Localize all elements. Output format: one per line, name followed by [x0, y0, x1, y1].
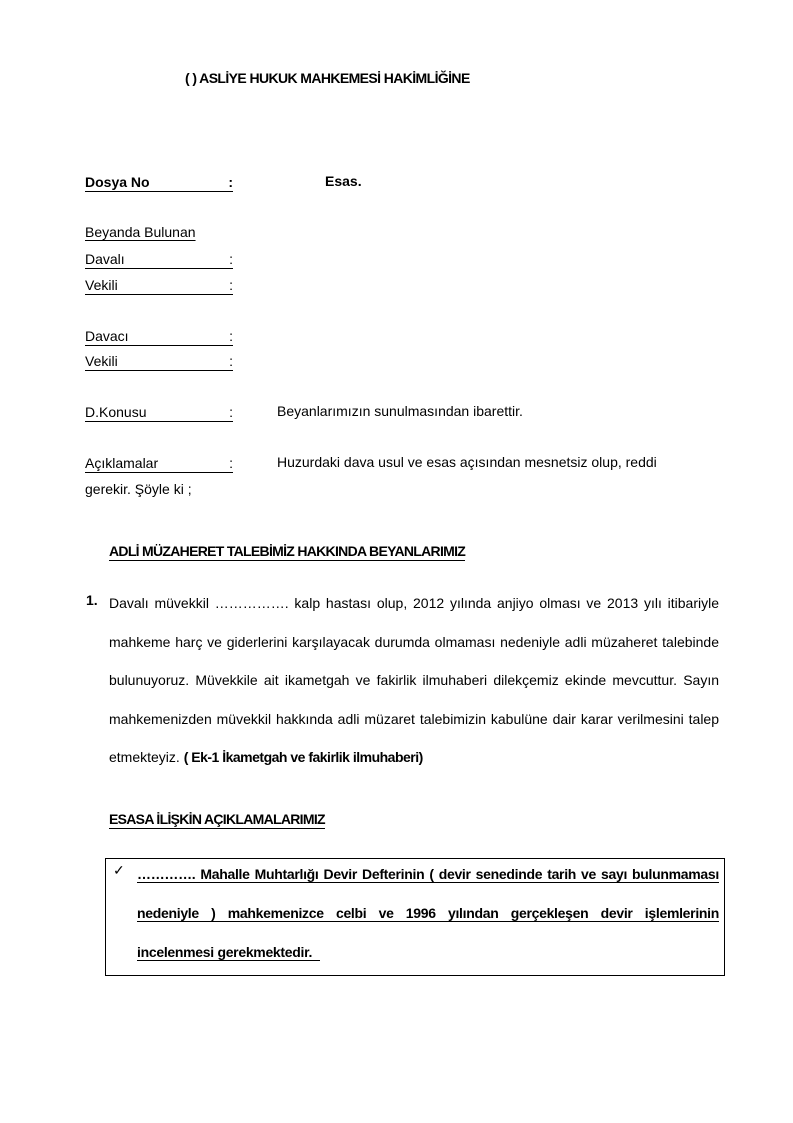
section1-paragraph [109, 584, 719, 777]
davaci-row [85, 325, 233, 346]
aciklamalar-row [85, 452, 233, 473]
section1-heading: ADLİ MÜZAHERET TALEBİMİZ HAKKINDA BEYANLARIMIZ [109, 543, 466, 559]
section1-text: Davalı müvekkil ……………. kalp hastası olup, 2012 yılında anjiyo olması ve 2013 yılı itibariyle mahkeme harç ve giderlerini karşılayacak durumda olmaması nedeniyle adli müzaheret talebinde bulunuyoruz. Müvekkile ait ikametgah ve fakirlik ilmuhaberi dilekçemiz ekinde mevcuttur. Sayın mahkemenizden müvekkil hakkında adli müzaret talebimizin kabulüne dair karar verilmesini talep etmekteyiz. [109, 595, 719, 765]
davaci-vekili-label: Vekili [85, 353, 118, 369]
aciklamalar-label: Açıklamalar [85, 455, 159, 471]
box-text: …………. Mahalle Muhtarlığı Devir Defterinin ( devir senedinde tarih ve sayı bulunmaması nedeniyle ) mahkemenizce celbi ve 1996 yılından gerçekleşen devir işlemlerinin incelenmesi gerekmektedir. [137, 866, 719, 960]
davaci-vekili-colon: : [229, 353, 233, 369]
box-underline-1 [137, 882, 719, 883]
davali-colon: : [229, 251, 233, 267]
dosya-no-label: Dosya No [85, 174, 150, 190]
checkmark-icon: ✓ [113, 862, 125, 878]
davali-row [85, 248, 233, 269]
konu-value: Beyanlarımızın sunulmasından ibarettir. [277, 403, 523, 419]
aciklamalar-line1: Huzurdaki dava usul ve esas açısından mesnetsiz olup, reddi [277, 454, 657, 470]
dosya-no-label-row [85, 171, 233, 192]
section1-attachment: ( Ek-1 İkametgah ve fakirlik ilmuhaberi) [183, 749, 423, 765]
aciklamalar-line2: gerekir. Şöyle ki ; [85, 481, 192, 497]
section2-heading: ESASA İLİŞKİN AÇIKLAMALARIMIZ [109, 811, 325, 827]
davaci-vekili-row [85, 350, 233, 371]
konu-label: D.Konusu [85, 404, 147, 420]
konu-row [85, 401, 233, 422]
dosya-no-colon: : [228, 174, 233, 190]
list-number: 1. [86, 592, 98, 608]
box-underline-3 [137, 960, 320, 961]
davaci-label: Davacı [85, 328, 129, 344]
beyanda-bulunan-label: Beyanda Bulunan [85, 224, 196, 240]
davaci-colon: : [229, 328, 233, 344]
vekili-row [85, 274, 233, 295]
aciklamalar-colon: : [229, 455, 233, 471]
court-title: ( ) ASLİYE HUKUK MAHKEMESİ HAKİMLİĞİNE [185, 70, 470, 86]
box-underline-2 [137, 921, 719, 922]
vekili-label: Vekili [85, 277, 118, 293]
konu-colon: : [229, 404, 233, 420]
dosya-no-value: Esas. [325, 173, 362, 189]
davali-label: Davalı [85, 251, 125, 267]
vekili-colon: : [229, 277, 233, 293]
